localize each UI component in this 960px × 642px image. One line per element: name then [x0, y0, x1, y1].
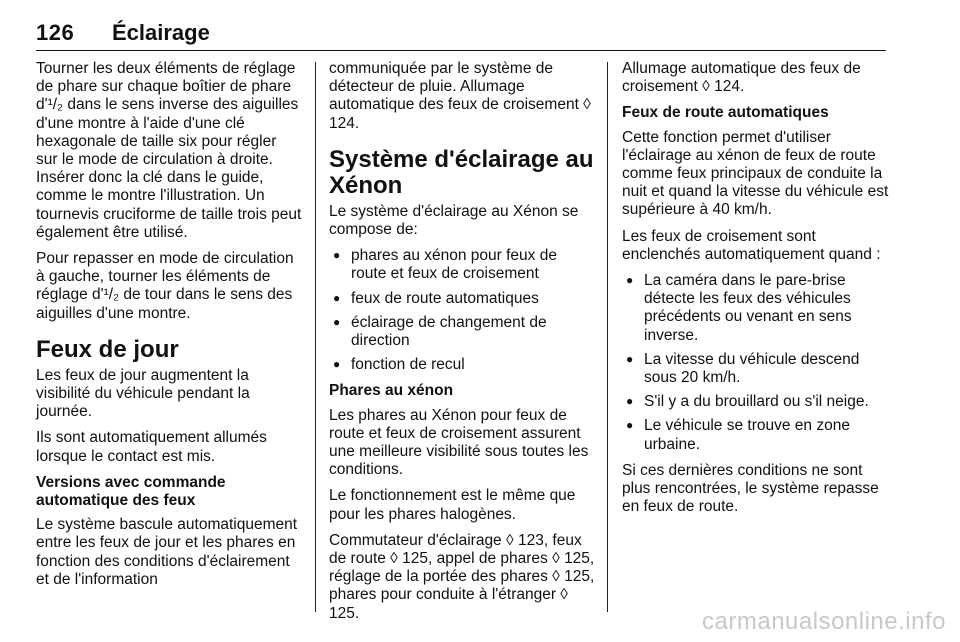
- section-heading-xenon: Système d'éclairage au Xénon: [329, 145, 594, 199]
- paragraph: Le système bascule automatiquement entre les feux de jour et les phares en fonction des conditions d'éclairement et de l'information: [36, 516, 298, 588]
- paragraph: Pour repasser en mode de circulation à gauche, tourner les éléments de réglage d'¹/₂ de tour dans le sens des aiguilles d'une montre.: [36, 250, 294, 322]
- subheading-xenon-headlights: Phares au xénon: [329, 382, 454, 400]
- paragraph: Ils sont automatiquement allumés lorsque le contact est mis.: [36, 429, 267, 465]
- paragraph: Tourner les deux éléments de réglage de phare sur chaque boîtier de phare d'¹/₂ dans le sens inverse des aiguilles d'une montre à l'aide d'une clé hexagonale de taille six pour régler sur le mode de circulation à droite. Insérer donc la clé dans le guide, comme le montre l'illustration. Un tournevis cruciforme de taille trois peut également être utilisé.: [36, 60, 302, 241]
- list-item: ● fonction de recul: [329, 356, 595, 374]
- column-divider: [315, 62, 316, 612]
- section-heading-daytime-lights: Feux de jour: [36, 335, 179, 363]
- page-number: 126: [36, 20, 75, 45]
- paragraph: Les feux de croisement sont enclenchés automatiquement quand :: [622, 227, 881, 263]
- list-item: ● La vitesse du véhicule descend sous 20 km/h.: [622, 351, 890, 387]
- list-item: ● Le véhicule se trouve en zone urbaine.: [622, 417, 890, 453]
- paragraph: Le fonctionnement est le même que pour les phares halogènes.: [329, 487, 576, 523]
- column-divider: [607, 62, 608, 612]
- list-item: ● phares au xénon pour feux de route et feux de croisement: [329, 247, 595, 283]
- column-2: [329, 60, 595, 631]
- paragraph: Cette fonction permet d'utiliser l'éclairage au xénon de feux de route comme feux principaux de conduite la nuit et quand la vitesse du véhicule est supérieure à 40 km/h.: [622, 128, 889, 219]
- paragraph: Les feux de jour augmentent la visibilité du véhicule pendant la journée.: [36, 366, 250, 421]
- page-header: [36, 20, 886, 50]
- paragraph: Le système d'éclairage au Xénon se compose de:: [329, 202, 579, 239]
- list-item: ● feux de route automatiques: [329, 290, 595, 308]
- list-item: ● S'il y a du brouillard ou s'il neige.: [622, 393, 890, 411]
- paragraph: Les phares au Xénon pour feux de route et feux de croisement assurent une meilleure visibilité sous toutes les conditions.: [329, 406, 589, 479]
- paragraph: Commutateur d'éclairage ◊ 123, feux de route ◊ 125, appel de phares ◊ 125, réglage de la portée des phares ◊ 125, phares pour conduite à l'étranger ◊ 125.: [329, 531, 595, 622]
- list-item: ● éclairage de changement de direction: [329, 314, 595, 350]
- paragraph: communiquée par le système de détecteur de pluie. Allumage automatique des feux de croisement ◊ 124.: [329, 60, 591, 132]
- subheading-automatic-control: Versions avec commande automatique des feux: [36, 473, 226, 510]
- paragraph: Si ces dernières conditions ne sont plus rencontrées, le système repasse en feux de route.: [622, 461, 879, 516]
- xenon-components-list: [329, 247, 595, 374]
- header-rule: [36, 50, 886, 51]
- column-3: [622, 60, 890, 524]
- column-1: [36, 60, 302, 597]
- list-item: ● La caméra dans le pare-brise détecte les feux des véhicules précédents ou venant en sens inverse.: [622, 272, 890, 345]
- watermark: carmanualsonline.info: [702, 608, 946, 635]
- low-beam-conditions-list: [622, 272, 890, 454]
- chapter-title: Éclairage: [112, 20, 210, 45]
- subheading-automatic-high-beam: Feux de route automatiques: [622, 104, 829, 122]
- paragraph: Allumage automatique des feux de croisement ◊ 124.: [622, 60, 861, 96]
